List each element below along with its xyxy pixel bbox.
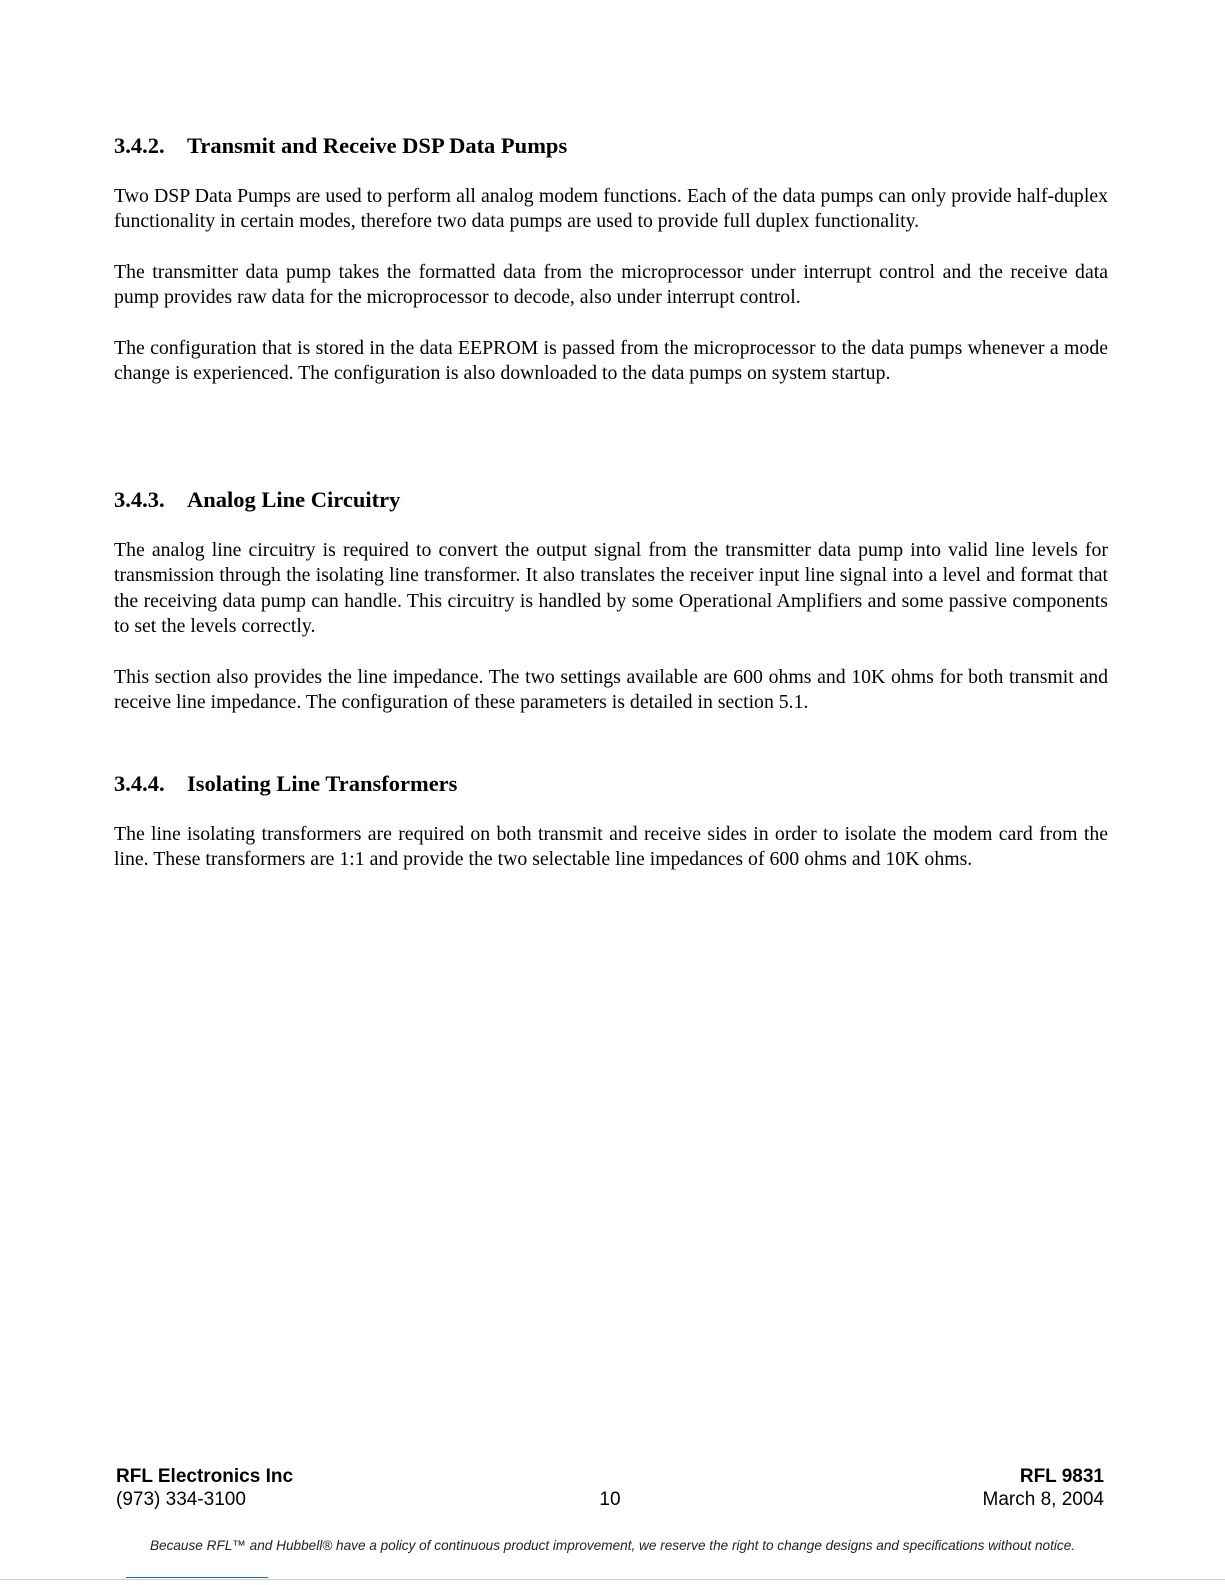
paragraph: The configuration that is stored in the data EEPROM is passed from the microprocessor to the data pumps whenever a mode change is experienced. The configuration is also downloaded to the data pumps on system startup.	[114, 336, 1108, 385]
bottom-divider	[0, 1579, 1225, 1580]
footer-company: RFL Electronics Inc	[116, 1466, 294, 1487]
paragraph: This section also provides the line impedance. The two settings available are 600 ohms and 10K ohms for both transmit and receive line impedance. The configuration of these parameters is detailed in section 5.1.	[114, 665, 1108, 714]
paragraph: The transmitter data pump takes the formatted data from the microprocessor under interrupt control and the receive data pump provides raw data for the microprocessor to decode, also under interrupt control.	[114, 260, 1108, 309]
section-number: 3.4.3.	[114, 487, 165, 512]
paragraph: Two DSP Data Pumps are used to perform all analog modem functions. Each of the data pumps can only provide half-duplex functionality in certain modes, therefore two data pumps are used to provide full duplex functionality.	[114, 185, 1108, 233]
footer-right	[983, 1465, 1104, 1511]
section-title: Analog Line Circuitry	[187, 487, 401, 512]
section-title: Isolating Line Transformers	[187, 771, 458, 796]
footer-date: March 8, 2004	[982, 1489, 1104, 1510]
disclaimer-text: Because RFL™ and Hubbell® have a policy of continuous product improvement, we reserve the right to change designs and specifications without notice.	[149, 1538, 1076, 1553]
section-title: Transmit and Receive DSP Data Pumps	[187, 133, 568, 158]
paragraph: The analog line circuitry is required to convert the output signal from the transmitter data pump into valid line levels for transmission through the isolating line transformer. It also translates the receiver input line signal into a level and format that the receiving data pump can handle. This circuitry is handled by some Operational Amplifiers and some passive components to set the levels correctly.	[114, 539, 1108, 638]
link-underline	[126, 1577, 268, 1578]
page-footer	[116, 1465, 1104, 1513]
section-heading	[114, 486, 1108, 514]
paragraph: The line isolating transformers are required on both transmit and receive sides in order to isolate the modem card from the line. These transformers are 1:1 and provide the two selectable line impedances of 600 ohms and 10K ohms.	[114, 823, 1108, 871]
section-number: 3.4.2.	[114, 133, 165, 158]
section-3-4-3	[114, 486, 1108, 740]
footer-product: RFL 9831	[1019, 1466, 1104, 1487]
section-heading	[114, 132, 1108, 160]
page-number: 10	[599, 1489, 621, 1510]
section-3-4-4	[114, 770, 1108, 898]
section-heading	[114, 770, 1108, 798]
footer-phone: (973) 334-3100	[116, 1489, 246, 1510]
section-number: 3.4.4.	[114, 771, 165, 796]
section-3-4-2	[114, 132, 1108, 411]
